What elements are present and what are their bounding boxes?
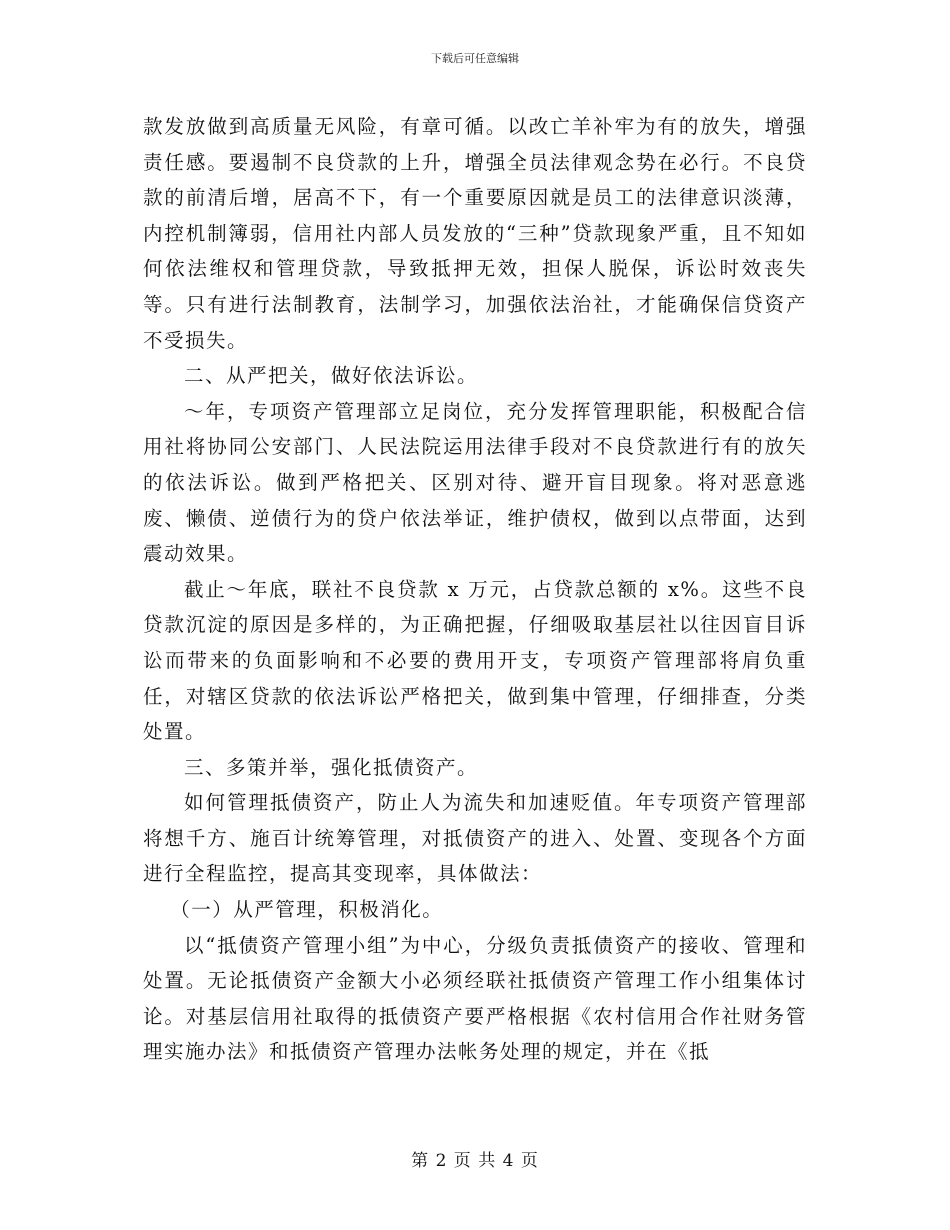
paragraph-bad-loans: 截止～年底，联社不良贷款 x 万元，占贷款总额的 x%。这些不良贷款沉淀的原因是多样的，为正确把握，仔细吸取基层社以往因盲目诉讼而带来的负面影响和不必要的费用开支，专项资产管理部将肩负重任，对辖区贷款的依法诉讼严格把关，做到集中管理，仔细排查，分类处置。 <box>143 577 807 744</box>
document-body <box>143 109 807 1070</box>
section-heading-2: 二、从严把关，做好依法诉讼。 <box>183 364 478 388</box>
paragraph-continuation: 款发放做到高质量无风险，有章可循。以改亡羊补牢为有的放失，增强责任感。要遏制不良贷款的上升，增强全员法律观念势在必行。不良贷款的前清后增，居高不下，有一个重要原因就是员工的法律意识淡薄，内控机制簿弱，信用社内部人员发放的“三种”贷款现象严重，且不知如何依法维权和管理贷款，导致抵押无效，担保人脱保，诉讼时效丧失等。只有进行法制教育，法制学习，加强依法治社，才能确保信贷资产不受损失。 <box>143 115 807 352</box>
footer-current-page: 2 <box>435 1151 448 1171</box>
footer-prefix: 第 <box>411 1151 430 1171</box>
paragraph-litigation: ～年，专项资产管理部立足岗位，充分发挥管理职能，积极配合信用社将协同公安部门、人民法院运用法律手段对不良贷款进行有的放矢的依法诉讼。做到严格把关、区别对待、避开盲目现象。将对恶意逃废、懒债、逆债行为的贷户依法举证，维护债权，做到以点带面，达到震动效果。 <box>143 399 807 566</box>
footer-total-pages: 4 <box>502 1151 515 1171</box>
section-heading-3: 三、多策并举，强化抵债资产。 <box>183 755 478 779</box>
subsection-heading-1: （一）从严管理，积极消化。 <box>170 898 444 922</box>
footer-suffix: 页 <box>520 1151 539 1171</box>
page-header: 下载后可任意编辑 <box>431 52 519 65</box>
paragraph-management-group: 以“抵债资产管理小组”为中心，分级负责抵债资产的接收、管理和处置。无论抵债资产金额大小必须经联社抵债资产管理工作小组集体讨论。对基层信用社取得的抵债资产要严格根据《农村信用合作社财务管理实施办法》和抵债资产管理办法帐务处理的规定，并在《抵 <box>143 933 807 1064</box>
footer-middle: 页 共 <box>453 1151 497 1171</box>
paragraph-asset-management: 如何管理抵债资产，防止人为流失和加速贬值。年专项资产管理部将想千方、施百计统筹管理，对抵债资产的进入、处置、变现各个方面进行全程监控，提高其变现率，具体做法： <box>143 791 807 886</box>
page-footer <box>0 1151 950 1171</box>
